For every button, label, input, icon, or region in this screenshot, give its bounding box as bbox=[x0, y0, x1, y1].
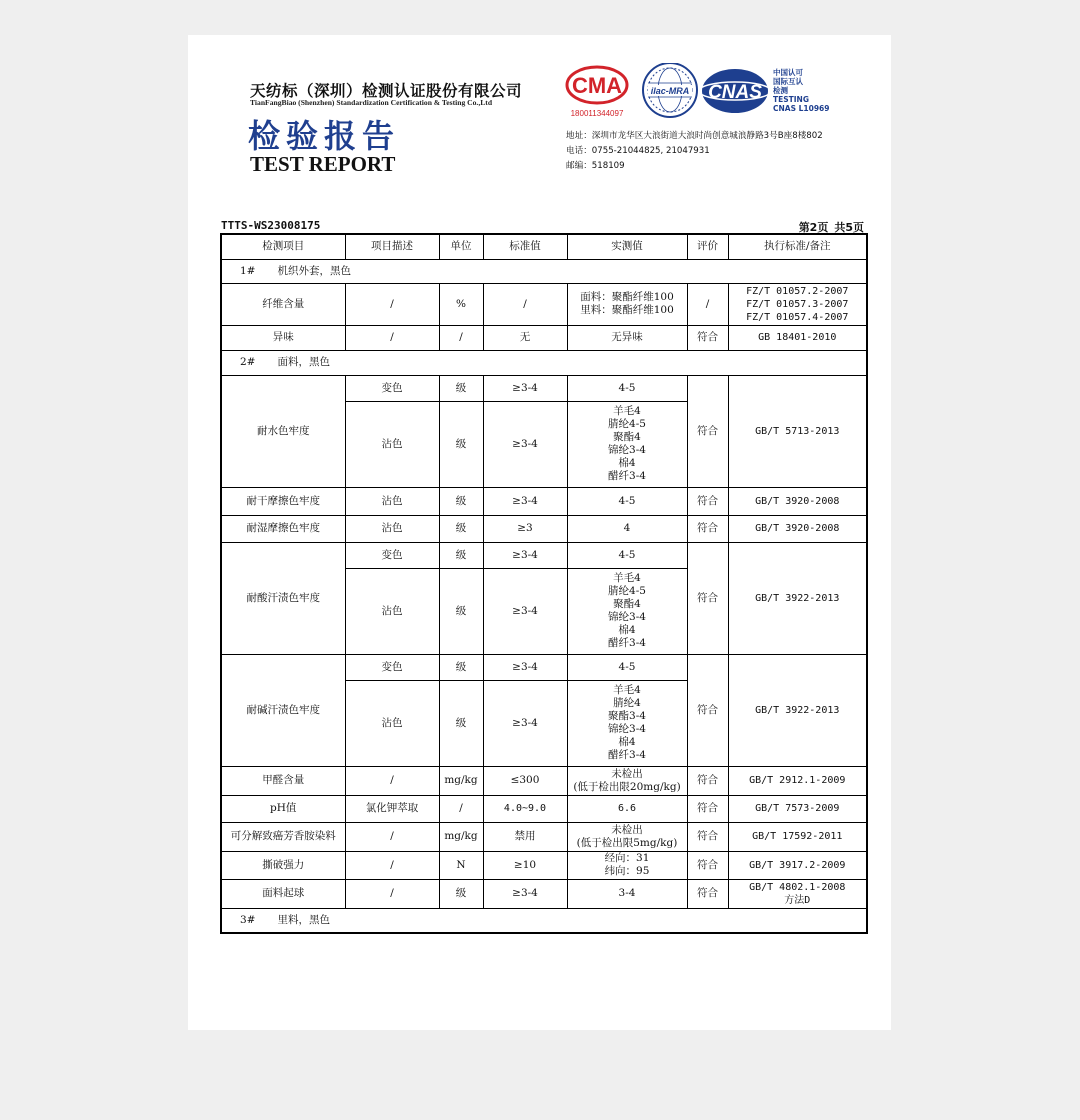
cell-std: ≥3-4 bbox=[483, 680, 567, 766]
zip-row bbox=[566, 159, 823, 174]
cell-measured: 未检出 (低于检出限20mg/kg) bbox=[567, 766, 687, 795]
cell-ref: GB 18401-2010 bbox=[728, 325, 867, 350]
section-name: 面料，黑色 bbox=[277, 356, 330, 368]
cell-item: 撕破强力 bbox=[221, 851, 345, 879]
cell-std: ≥3-4 bbox=[483, 879, 567, 908]
cell-item: 耐水色牢度 bbox=[221, 375, 345, 487]
table-row bbox=[221, 283, 867, 325]
cell-unit: 级 bbox=[439, 375, 483, 401]
section-name: 机织外套，黑色 bbox=[277, 264, 351, 277]
report-title-cn: 检验报告 bbox=[248, 117, 401, 155]
col-header: 实测值 bbox=[567, 234, 687, 259]
cell-measured: 羊毛4 腈纶4-5 聚酯4 锦纶3-4 棉4 醋纤3-4 bbox=[567, 568, 687, 654]
col-header: 检测项目 bbox=[221, 234, 345, 259]
cnas-side-5: CNAS L10969 bbox=[773, 104, 830, 113]
page-total: 共5页 bbox=[834, 221, 864, 234]
cell-desc: 沾色 bbox=[345, 487, 439, 515]
col-header: 单位 bbox=[439, 234, 483, 259]
cell-eval: 符合 bbox=[687, 487, 728, 515]
table-row bbox=[221, 822, 867, 851]
address-label: 地址： bbox=[566, 131, 592, 141]
cell-ref: GB/T 3920-2008 bbox=[728, 487, 867, 515]
section-no: 2# bbox=[240, 356, 256, 368]
cell-desc: 沾色 bbox=[345, 680, 439, 766]
cell-item: 耐干摩擦色牢度 bbox=[221, 487, 345, 515]
section-label bbox=[221, 259, 867, 283]
cell-measured: 未检出 (低于检出限5mg/kg) bbox=[567, 822, 687, 851]
cell-unit: % bbox=[439, 283, 483, 325]
cell-unit: / bbox=[439, 325, 483, 350]
report-title-en: TEST REPORT bbox=[250, 152, 396, 176]
page-current: 第2页 bbox=[798, 221, 829, 234]
cell-desc: / bbox=[345, 325, 439, 350]
cell-item: 耐碱汗渍色牢度 bbox=[221, 654, 345, 766]
cell-measured: 经向：31 纬向：95 bbox=[567, 851, 687, 879]
cell-std: ≥3-4 bbox=[483, 375, 567, 401]
cell-eval: 符合 bbox=[687, 766, 728, 795]
cell-desc: 沾色 bbox=[345, 568, 439, 654]
cell-eval: 符合 bbox=[687, 851, 728, 879]
cell-eval: 符合 bbox=[687, 654, 728, 766]
cell-desc: 沾色 bbox=[345, 401, 439, 487]
cell-eval: 符合 bbox=[687, 879, 728, 908]
cell-ref: GB/T 3922-2013 bbox=[728, 542, 867, 654]
cell-std: ≥3-4 bbox=[483, 401, 567, 487]
cell-unit: 级 bbox=[439, 542, 483, 568]
cell-desc: 氯化钾萃取 bbox=[345, 795, 439, 822]
section-row bbox=[221, 908, 867, 933]
cell-desc: / bbox=[345, 766, 439, 795]
cnas-side-1: 中国认可 bbox=[773, 68, 803, 77]
tel-value: 0755-21044825, 21047931 bbox=[591, 146, 710, 156]
accreditation-logos bbox=[565, 63, 855, 123]
cell-item: 异味 bbox=[221, 325, 345, 350]
col-header: 项目描述 bbox=[345, 234, 439, 259]
cell-item: pH值 bbox=[221, 795, 345, 822]
cell-eval: / bbox=[687, 283, 728, 325]
cnas-side-2: 国际互认 bbox=[773, 77, 803, 86]
cell-unit: 级 bbox=[439, 879, 483, 908]
table-row bbox=[221, 766, 867, 795]
col-header: 评价 bbox=[687, 234, 728, 259]
cma-number: 180011344097 bbox=[570, 109, 624, 118]
cell-desc: / bbox=[345, 822, 439, 851]
cell-ref: GB/T 2912.1-2009 bbox=[728, 766, 867, 795]
cell-desc: 变色 bbox=[345, 375, 439, 401]
report-sheet bbox=[188, 35, 891, 1030]
table-row bbox=[221, 654, 867, 680]
cell-item: 面料起球 bbox=[221, 879, 345, 908]
cell-desc: 变色 bbox=[345, 654, 439, 680]
cnas-side-3: 检测 bbox=[773, 86, 788, 95]
cell-eval: 符合 bbox=[687, 375, 728, 487]
cell-desc: 沾色 bbox=[345, 515, 439, 542]
table-row bbox=[221, 795, 867, 822]
address-row bbox=[566, 129, 823, 144]
cell-item: 可分解致癌芳香胺染料 bbox=[221, 822, 345, 851]
cell-measured: 无异味 bbox=[567, 325, 687, 350]
cell-std: 禁用 bbox=[483, 822, 567, 851]
logos-graphic bbox=[565, 63, 855, 123]
report-number: TTTS-WS23008175 bbox=[221, 219, 321, 232]
cnas-logo-text: CNAS bbox=[708, 82, 762, 103]
cell-item: 耐酸汗渍色牢度 bbox=[221, 542, 345, 654]
cell-std: ≥3 bbox=[483, 515, 567, 542]
table-row bbox=[221, 487, 867, 515]
cell-eval: 符合 bbox=[687, 325, 728, 350]
cell-desc: / bbox=[345, 879, 439, 908]
cell-measured: 面料：聚酯纤维100 里料：聚酯纤维100 bbox=[567, 283, 687, 325]
section-name: 里料，黑色 bbox=[277, 913, 330, 926]
cma-logo-text: CMA bbox=[571, 73, 623, 98]
cell-unit: 级 bbox=[439, 515, 483, 542]
cell-desc: / bbox=[345, 851, 439, 879]
cell-measured: 4-5 bbox=[567, 487, 687, 515]
cell-ref: GB/T 4802.1-2008 方法D bbox=[728, 879, 867, 908]
cell-unit: mg/kg bbox=[439, 822, 483, 851]
cell-ref: GB/T 5713-2013 bbox=[728, 375, 867, 487]
cell-std: 4.0~9.0 bbox=[483, 795, 567, 822]
cell-item: 耐湿摩擦色牢度 bbox=[221, 515, 345, 542]
cma-logo bbox=[567, 67, 627, 118]
cell-measured: 3-4 bbox=[567, 879, 687, 908]
cell-ref: GB/T 7573-2009 bbox=[728, 795, 867, 822]
cell-unit: 级 bbox=[439, 654, 483, 680]
cell-std: 无 bbox=[483, 325, 567, 350]
cell-measured: 4 bbox=[567, 515, 687, 542]
section-label bbox=[221, 908, 867, 933]
zip-label: 邮编： bbox=[566, 161, 592, 171]
contact-block bbox=[566, 129, 823, 174]
section-row bbox=[221, 350, 867, 375]
cell-ref: GB/T 3917.2-2009 bbox=[728, 851, 867, 879]
cell-measured: 4-5 bbox=[567, 375, 687, 401]
cell-item: 纤维含量 bbox=[221, 283, 345, 325]
cell-unit: N bbox=[439, 851, 483, 879]
cell-unit: / bbox=[439, 795, 483, 822]
zip-value: 518109 bbox=[591, 161, 625, 171]
cell-measured: 羊毛4 腈纶4-5 聚酯4 锦纶3-4 棉4 醋纤3-4 bbox=[567, 401, 687, 487]
cell-measured: 4-5 bbox=[567, 654, 687, 680]
cell-eval: 符合 bbox=[687, 822, 728, 851]
cell-ref: FZ/T 01057.2-2007 FZ/T 01057.3-2007 FZ/T 01057.4-2007 bbox=[728, 283, 867, 325]
table-row bbox=[221, 542, 867, 568]
cell-desc: 变色 bbox=[345, 542, 439, 568]
table-row bbox=[221, 851, 867, 879]
results-table bbox=[220, 233, 868, 934]
cell-unit: 级 bbox=[439, 568, 483, 654]
cell-unit: 级 bbox=[439, 401, 483, 487]
cell-eval: 符合 bbox=[687, 795, 728, 822]
cell-ref: GB/T 17592-2011 bbox=[728, 822, 867, 851]
cell-std: ≥10 bbox=[483, 851, 567, 879]
cell-std: ≥3-4 bbox=[483, 654, 567, 680]
table-row bbox=[221, 515, 867, 542]
section-no: 1# bbox=[240, 264, 256, 277]
ilac-mra-logo bbox=[643, 63, 697, 117]
cell-eval: 符合 bbox=[687, 542, 728, 654]
company-name-en: TianFangBiao (Shenzhen) Standardization Certification & Testing Co.,Ltd bbox=[250, 98, 493, 107]
col-header: 执行标准/备注 bbox=[728, 234, 867, 259]
tel-label: 电话： bbox=[566, 146, 592, 156]
cell-unit: mg/kg bbox=[439, 766, 483, 795]
col-header: 标准值 bbox=[483, 234, 567, 259]
table-row bbox=[221, 325, 867, 350]
cell-measured: 羊毛4 腈纶4 聚酯3-4 锦纶3-4 棉4 醋纤3-4 bbox=[567, 680, 687, 766]
cell-std: ≤300 bbox=[483, 766, 567, 795]
cell-desc: / bbox=[345, 283, 439, 325]
address-value: 深圳市龙华区大浪街道大浪时尚创意城浪静路3号B座8楼802 bbox=[591, 131, 823, 141]
cell-unit: 级 bbox=[439, 487, 483, 515]
tel-row bbox=[566, 144, 823, 159]
cell-measured: 4-5 bbox=[567, 542, 687, 568]
cell-unit: 级 bbox=[439, 680, 483, 766]
section-no: 3# bbox=[240, 913, 256, 926]
section-row bbox=[221, 259, 867, 283]
table-row bbox=[221, 879, 867, 908]
cell-std: / bbox=[483, 283, 567, 325]
cell-eval: 符合 bbox=[687, 515, 728, 542]
section-label bbox=[221, 350, 867, 375]
cnas-logo bbox=[699, 67, 829, 113]
cell-ref: GB/T 3922-2013 bbox=[728, 654, 867, 766]
table-row bbox=[221, 375, 867, 401]
cell-std: ≥3-4 bbox=[483, 568, 567, 654]
cell-std: ≥3-4 bbox=[483, 542, 567, 568]
table-header-row bbox=[221, 234, 867, 259]
cell-ref: GB/T 3920-2008 bbox=[728, 515, 867, 542]
company-name-cn: 天纺标（深圳）检测认证股份有限公司 bbox=[250, 82, 523, 100]
cell-std: ≥3-4 bbox=[483, 487, 567, 515]
ilac-logo-text: ilac-MRA bbox=[650, 86, 690, 96]
cell-item: 甲醛含量 bbox=[221, 766, 345, 795]
cell-measured: 6.6 bbox=[567, 795, 687, 822]
cnas-side-4: TESTING bbox=[773, 95, 809, 104]
